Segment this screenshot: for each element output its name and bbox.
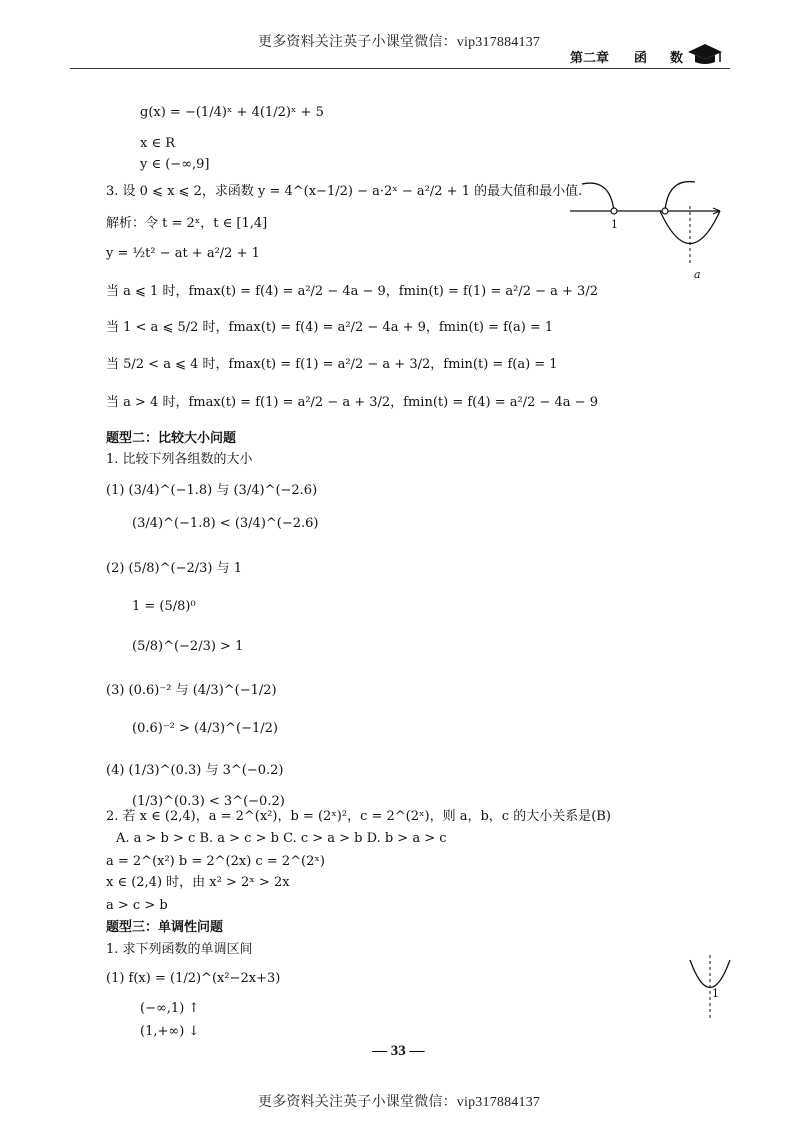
- section-char-a: 函: [634, 51, 648, 66]
- parabola-figure: [570, 176, 730, 276]
- text-line: (5/8)^(−2/3) > 1: [132, 639, 244, 654]
- question-2: 2. 若 x ∈ (2,4)，a = 2^(x²)，b = (2ˣ)²，c = 2^(2ˣ)，则 a，b，c 的大小关系是(B): [106, 809, 611, 824]
- text-line: (3) (0.6)⁻² 与 (4/3)^(−1/2): [106, 683, 277, 698]
- text-line: (3/4)^(−1.8) < (3/4)^(−2.6): [132, 516, 319, 531]
- text-line: (1) (3/4)^(−1.8) 与 (3/4)^(−2.6): [106, 483, 318, 498]
- figure-label-a: a: [694, 268, 701, 281]
- text-line: 当 a > 4 时，fmax(t) = f(1) = a²/2 − a + 3/2，fmin(t) = f(4) = a²/2 − 4a − 9: [106, 395, 598, 410]
- text-line: 当 1 < a ⩽ 5/2 时，fmax(t) = f(4) = a²/2 − 4a + 9，fmin(t) = f(a) = 1: [106, 320, 554, 335]
- text-line: y ∈ (−∞,9]: [140, 157, 210, 172]
- question-3: 3. 设 0 ⩽ x ⩽ 2，求函数 y = 4^(x−1/2) − a·2ˣ − a²/2 + 1 的最大值和最小值.: [106, 184, 583, 199]
- text-line: 当 a ⩽ 1 时，fmax(t) = f(4) = a²/2 − 4a − 9，fmin(t) = f(1) = a²/2 − a + 3/2: [106, 284, 598, 299]
- text-line: 解析：令 t = 2ˣ，t ∈ [1,4]: [106, 216, 268, 231]
- figure-label-one: 1: [611, 218, 618, 231]
- text-line: (4) (1/3)^(0.3) 与 3^(−0.2): [106, 763, 284, 778]
- text-line: x ∈ (2,4) 时，由 x² > 2ˣ > 2x: [106, 875, 290, 890]
- text-line: a > c > b: [106, 898, 168, 913]
- answer-options: A. a > b > c B. a > c > b C. c > a > b D. b > a > c: [116, 831, 447, 846]
- text-line: 1 = (5/8)⁰: [132, 599, 196, 614]
- section-heading: 题型三：单调性问题: [106, 920, 224, 935]
- text-line: g(x) = −(1/4)ˣ + 4(1/2)ˣ + 5: [140, 105, 324, 120]
- small-parabola-figure: [685, 955, 735, 1025]
- text-line: 1. 比较下列各组数的大小: [106, 452, 253, 467]
- text-line: 当 5/2 < a ⩽ 4 时，fmax(t) = f(1) = a²/2 − a + 3/2，fmin(t) = f(a) = 1: [106, 357, 558, 372]
- text-line: (2) (5/8)^(−2/3) 与 1: [106, 561, 242, 576]
- text-line: (1,+∞) ↓: [140, 1024, 200, 1039]
- text-line: a = 2^(x²) b = 2^(2x) c = 2^(2ˣ): [106, 854, 325, 869]
- text-line: (0.6)⁻² > (4/3)^(−1/2): [132, 721, 278, 736]
- section-heading: 题型二：比较大小问题: [106, 431, 237, 446]
- header-watermark: 更多资料关注英子小课堂微信：vip317884137: [258, 35, 541, 50]
- text-line: 1. 求下列函数的单调区间: [106, 942, 253, 957]
- header-rule: [70, 68, 730, 69]
- text-line: (−∞,1) ↑: [140, 1001, 200, 1016]
- text-line: (1/3)^(0.3) < 3^(−0.2): [132, 794, 285, 809]
- chapter-label: 第二章: [570, 51, 610, 66]
- figure2-label-one: 1: [712, 987, 719, 1000]
- footer-watermark: 更多资料关注英子小课堂微信：vip317884137: [258, 1095, 541, 1110]
- page-number: — 33 —: [372, 1043, 425, 1059]
- graduation-cap-icon: [686, 40, 724, 66]
- section-char-b: 数: [670, 51, 684, 66]
- text-line: (1) f(x) = (1/2)^(x²−2x+3): [106, 971, 281, 986]
- text-line: y = ½t² − at + a²/2 + 1: [106, 246, 260, 261]
- text-line: x ∈ R: [140, 136, 176, 151]
